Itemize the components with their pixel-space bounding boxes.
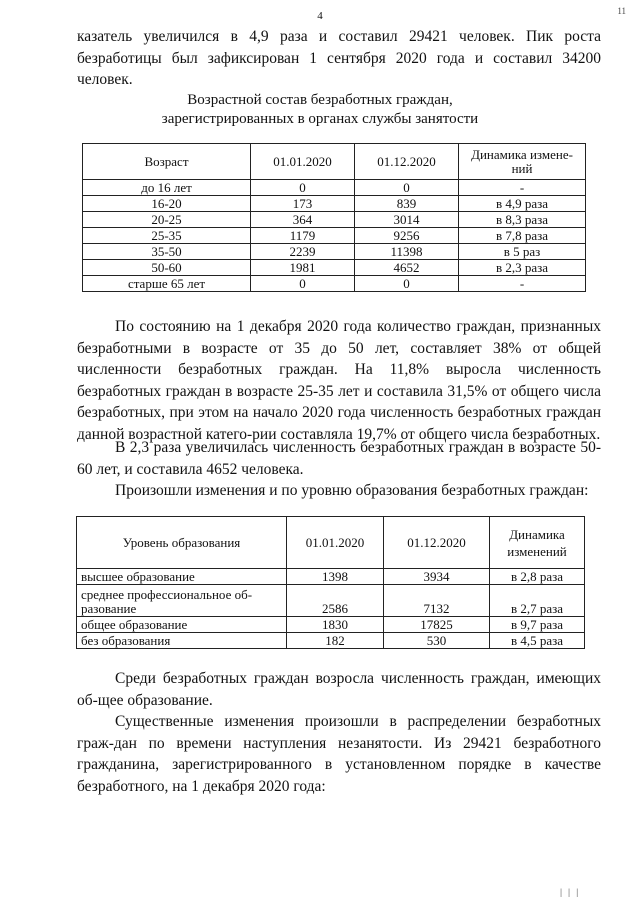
age-cell: 20-25 [83, 212, 251, 228]
dynamics-col-header: Динамика изменений [490, 517, 585, 569]
value-end-cell: 4652 [355, 260, 459, 276]
table-row [77, 633, 585, 649]
dynamics-cell: в 2,3 раза [459, 260, 586, 276]
value-start-cell: 0 [251, 276, 355, 292]
table-row [83, 260, 586, 276]
edu-paragraph-1: Среди безработных граждан возросла численность граждан, имеющих об-щее образование. [77, 670, 601, 709]
table-row [83, 180, 586, 196]
bottom-mark: | | | [560, 887, 580, 897]
age-cell: 16-20 [83, 196, 251, 212]
table-row [83, 244, 586, 260]
edu-paragraph-2: Существенные изменения произошли в распределении безработных граж-дан по времени наступления незанятости. Из 29421 безработного гражданина, зарегистрированного в установленном порядке в качестве безработного, на 1 декабря 2020 года: [77, 713, 601, 795]
dynamics-cell: в 4,9 раза [459, 196, 586, 212]
value-start-cell: 1830 [287, 617, 384, 633]
age-cell: старше 65 лет [83, 276, 251, 292]
edu-level-cell: высшее образование [77, 569, 287, 585]
page-number: 4 [317, 10, 323, 22]
value-start-cell: 182 [287, 633, 384, 649]
age-cell: 50-60 [83, 260, 251, 276]
table-row [83, 196, 586, 212]
date-start-col-header: 01.01.2020 [287, 517, 384, 569]
age-cell: 25-35 [83, 228, 251, 244]
date-start-col-header: 01.01.2020 [251, 144, 355, 180]
dynamics-cell: в 9,7 раза [490, 617, 585, 633]
education-table [76, 516, 585, 649]
dynamics-cell: в 2,8 раза [490, 569, 585, 585]
table-row [77, 585, 585, 617]
value-start-cell: 0 [251, 180, 355, 196]
value-end-cell: 7132 [384, 585, 490, 617]
table-row [77, 617, 585, 633]
intro-paragraph: казатель увеличился в 4,9 раза и составил 29421 человек. Пик роста безработицы был зафиксирован 1 сентября 2020 года и составил 34200 человек. [77, 28, 601, 88]
value-end-cell: 839 [355, 196, 459, 212]
date-end-col-header: 01.12.2020 [355, 144, 459, 180]
table-row [83, 276, 586, 292]
value-start-cell: 1398 [287, 569, 384, 585]
value-start-cell: 1179 [251, 228, 355, 244]
dynamics-cell: в 2,7 раза [490, 585, 585, 617]
age-paragraph-1: По состоянию на 1 декабря 2020 года количество граждан, признанных безработными в возрасте от 35 до 50 лет, составляет 38% от общей численности безработных граждан. На 11,8% выросла численность безработных граждан в возрасте 25-35 лет и составила 31,5% от общего числа безработных, при этом на начало 2020 года численность безработных граждан данной возрастной катего-рии составляла 19,7% от общего числа безработных. [77, 318, 601, 443]
value-end-cell: 3014 [355, 212, 459, 228]
dynamics-cell: в 7,8 раза [459, 228, 586, 244]
edu-table-header-row [77, 517, 585, 569]
value-end-cell: 3934 [384, 569, 490, 585]
dynamics-col-header: Динамика измене-ний [459, 144, 586, 180]
edu-level-col-header: Уровень образования [77, 517, 287, 569]
value-start-cell: 2586 [287, 585, 384, 617]
table-row [77, 569, 585, 585]
edu-level-cell: общее образование [77, 617, 287, 633]
age-cell: 35-50 [83, 244, 251, 260]
value-start-cell: 1981 [251, 260, 355, 276]
value-start-cell: 2239 [251, 244, 355, 260]
corner-mark: 11 [617, 6, 626, 16]
date-end-col-header: 01.12.2020 [384, 517, 490, 569]
value-end-cell: 11398 [355, 244, 459, 260]
age-paragraph-2: В 2,3 раза увеличилась численность безработных граждан в возрасте 50-60 лет, и составила 4652 человека. [77, 439, 601, 478]
value-start-cell: 364 [251, 212, 355, 228]
age-table-caption-line1: Возрастной состав безработных граждан, [187, 92, 453, 108]
dynamics-cell: в 8,3 раза [459, 212, 586, 228]
table-row [83, 212, 586, 228]
age-cell: до 16 лет [83, 180, 251, 196]
age-col-header: Возраст [83, 144, 251, 180]
value-end-cell: 0 [355, 276, 459, 292]
dynamics-cell: в 4,5 раза [490, 633, 585, 649]
edu-intro-paragraph: Произошли изменения и по уровню образования безработных граждан: [115, 482, 589, 499]
value-end-cell: 9256 [355, 228, 459, 244]
table-row [83, 228, 586, 244]
edu-level-cell: среднее профессиональное об-разование [77, 585, 287, 617]
value-end-cell: 530 [384, 633, 490, 649]
dynamics-cell: в 5 раз [459, 244, 586, 260]
age-table-caption-line2: зарегистрированных в органах службы занятости [161, 111, 479, 127]
value-end-cell: 0 [355, 180, 459, 196]
value-end-cell: 17825 [384, 617, 490, 633]
value-start-cell: 173 [251, 196, 355, 212]
dynamics-cell: - [459, 276, 586, 292]
age-table [82, 143, 586, 292]
age-table-header-row [83, 144, 586, 180]
dynamics-cell: - [459, 180, 586, 196]
edu-level-cell: без образования [77, 633, 287, 649]
